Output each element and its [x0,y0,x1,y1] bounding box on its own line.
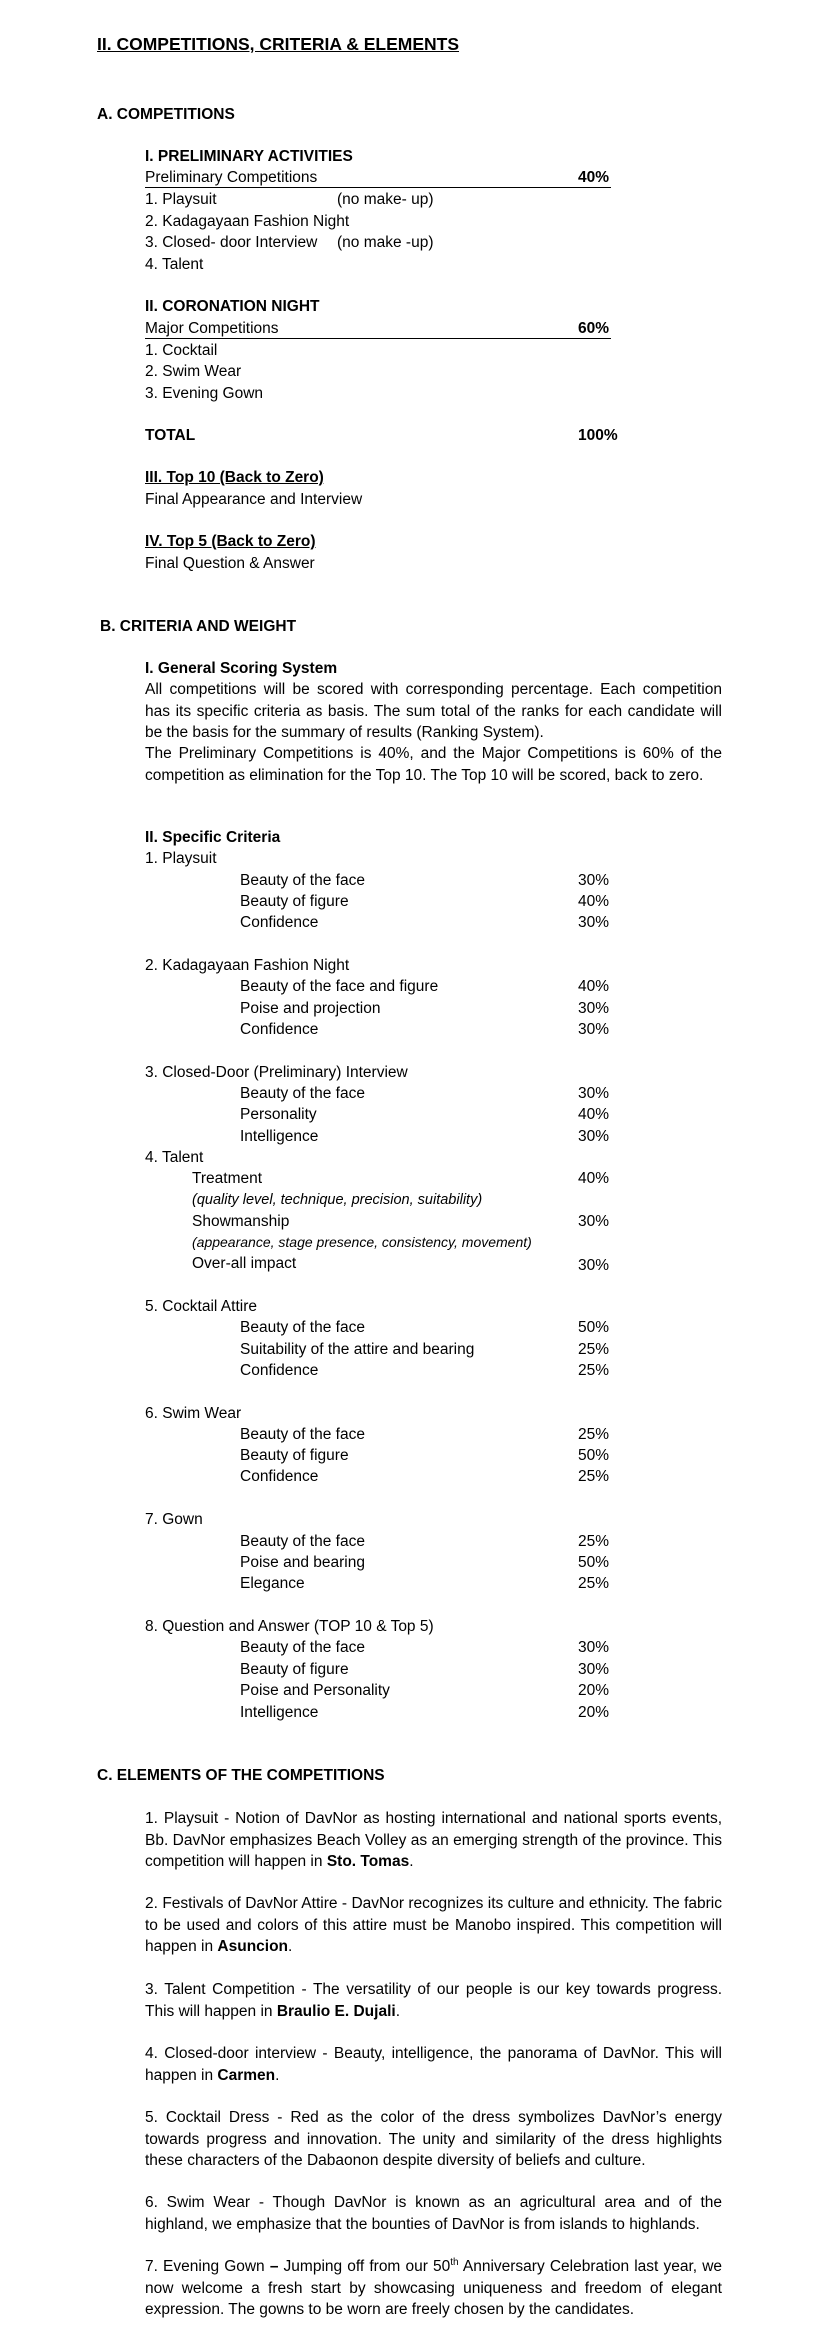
criterion-percent: 30% [578,1128,610,1145]
element-text: 4. Closed-door interview - Beauty, intelligence, the panorama of DavNor. This will happen in [145,2045,722,2084]
coronation-item: 1. Cocktail [145,342,218,359]
criterion-note: (appearance, stage presence, consistency, movement) [192,1234,532,1250]
general-scoring-paragraph-1: All competitions will be scored with corresponding percentage. Each competition has its specific criteria as basis. The sum total of the ranks for each candidate will be the basis for the summary of results (Ranking System). [145,681,722,741]
preliminary-item: 4. Talent [145,256,204,273]
criterion-percent: 40% [578,978,610,995]
general-scoring-paragraph-2: The Preliminary Competitions is 40%, and the Major Competitions is 60% of the competition as elimination for the Top 10. The Top 10 will be scored, back to zero. [145,745,722,784]
top10-text: Final Appearance and Interview [145,491,363,508]
element-location: Carmen [217,2066,276,2084]
criterion-name: Beauty of the face [240,1639,365,1656]
criterion-percent: 30% [578,872,610,889]
element-paragraph [145,2107,722,2172]
preliminary-underline [145,187,611,188]
criterion-percent: 40% [578,1170,610,1187]
criterion-name: Suitability of the attire and bearing [240,1341,475,1358]
criterion-name: Beauty of figure [240,1661,349,1678]
element-end: . [409,1853,414,1870]
criterion-percent: 50% [578,1447,610,1464]
coronation-sub-percent: 60% [578,320,610,337]
criterion-percent: 25% [578,1362,610,1379]
criterion-name: Beauty of the face [240,872,365,889]
criterion-name: Confidence [240,914,319,931]
top5-text: Final Question & Answer [145,555,315,572]
criterion-percent: 25% [578,1341,610,1358]
section-b-heading: B. CRITERIA AND WEIGHT [100,618,297,635]
criterion-percent: 25% [578,1575,610,1592]
element-paragraph [145,2043,722,2086]
criterion-percent: 30% [578,1213,610,1230]
criterion-percent: 30% [578,1639,610,1656]
criteria-group-title: 3. Closed-Door (Preliminary) Interview [145,1064,408,1081]
criterion-percent: 30% [578,1085,610,1102]
criterion-name: Beauty of the face [240,1319,365,1336]
section-c-heading: C. ELEMENTS OF THE COMPETITIONS [97,1767,385,1784]
element-text: 5. Cocktail Dress - Red as the color of the dress symbolizes DavNor’s energy towards progress and innovation. The unity and similarity of the dress highlights these characters of the Dabaonon despite diversity of beliefs and culture. [145,2109,722,2169]
criterion-name: Beauty of the face [240,1085,365,1102]
element-paragraph [145,1979,722,2022]
page-title: II. COMPETITIONS, CRITERIA & ELEMENTS [97,34,460,54]
preliminary-item: 1. Playsuit [145,191,217,208]
criterion-name: Intelligence [240,1128,319,1145]
element-text: Jumping off from our 50 [278,2258,451,2275]
element-paragraph [145,2256,722,2321]
criterion-percent: 25% [578,1468,610,1485]
criteria-group-title: 4. Talent [145,1149,204,1166]
criterion-name: Poise and projection [240,1000,381,1017]
criterion-percent: 50% [578,1554,610,1571]
criterion-name: Beauty of the face and figure [240,978,439,995]
element-text: 3. Talent Competition - The versatility of our people is our key towards progress. This will happen in [145,1981,722,2020]
specific-criteria-heading: II. Specific Criteria [145,829,281,846]
element-paragraph [145,1893,722,1958]
criterion-name: Intelligence [240,1704,319,1721]
criteria-group-title: 6. Swim Wear [145,1405,242,1422]
criteria-group-title: 1. Playsuit [145,850,217,867]
criterion-percent: 50% [578,1319,610,1336]
element-location: Asuncion [217,1938,289,1955]
element-end: . [395,2002,400,2020]
top10-heading: III. Top 10 (Back to Zero) [145,469,324,486]
criterion-percent: 25% [578,1533,610,1550]
criterion-name: Beauty of the face [240,1426,365,1443]
criterion-percent: 40% [578,1106,610,1123]
element-text: 6. Swim Wear - Though DavNor is known as an agricultural area and of the highland, we emphasize that the bounties of DavNor is from islands to highlands. [145,2194,722,2233]
element-paragraph [145,1808,722,1873]
criterion-percent: 30% [578,1021,610,1038]
section-a-heading: A. COMPETITIONS [97,106,235,123]
criteria-group-title: 8. Question and Answer (TOP 10 & Top 5) [145,1618,434,1635]
coronation-underline [145,338,611,339]
element-end: . [275,2066,280,2084]
criterion-percent: 40% [578,893,610,910]
criterion-name: Showmanship [192,1213,290,1230]
criterion-note: (quality level, technique, precision, suitability) [192,1192,483,1208]
criterion-percent: 30% [578,1000,610,1017]
element-dash: – [269,2258,279,2275]
criterion-name: Beauty of the face [240,1533,365,1550]
top5-heading: IV. Top 5 (Back to Zero) [145,533,316,550]
element-end: . [288,1938,293,1955]
total-percent: 100% [578,427,618,444]
criteria-group-title: 2. Kadagayaan Fashion Night [145,957,350,974]
criterion-name: Confidence [240,1468,319,1485]
element-text: 7. Evening Gown [145,2258,270,2275]
criterion-name: Poise and Personality [240,1682,390,1699]
element-location: Braulio E. Dujali [276,2002,396,2020]
coronation-sub-label: Major Competitions [145,320,279,337]
criterion-name: Beauty of figure [240,893,349,910]
criteria-group-title: 5. Cocktail Attire [145,1298,257,1315]
preliminary-item-note: (no make -up) [337,234,434,251]
criterion-name: Confidence [240,1021,319,1038]
criterion-name: Confidence [240,1362,319,1379]
superscript: th [450,2256,459,2268]
criterion-name: Poise and bearing [240,1554,365,1571]
preliminary-sub-label: Preliminary Competitions [145,169,318,186]
preliminary-item-note: (no make- up) [337,191,434,208]
element-location: Sto. Tomas [326,1853,410,1870]
total-label: TOTAL [145,427,196,444]
general-scoring-heading: I. General Scoring System [145,660,338,677]
criterion-name: Elegance [240,1575,305,1592]
criterion-name: Beauty of figure [240,1447,349,1464]
preliminary-heading: I. PRELIMINARY ACTIVITIES [145,148,353,165]
criterion-percent: 25% [578,1426,610,1443]
coronation-item: 2. Swim Wear [145,363,242,380]
element-text: 2. Festivals of DavNor Attire - DavNor recognizes its culture and ethnicity. The fabric to be used and colors of this attire must be Manobo inspired. This competition will happen in [145,1895,722,1955]
criterion-name: Over-all impact [192,1255,297,1272]
preliminary-item: 3. Closed- door Interview [145,234,318,251]
criterion-percent: 20% [578,1704,610,1721]
coronation-heading: II. CORONATION NIGHT [145,298,320,315]
element-text: 1. Playsuit - Notion of DavNor as hosting international and national sports events, Bb. DavNor emphasizes Beach Volley as an emerging strength of the province. This competition will happen in [145,1810,722,1870]
element-text: Anniversary Celebration last year, we now welcome a fresh start by showcasing uniqueness and freedom of elegant expression. The gowns to be worn are freely chosen by the candidates. [145,2258,723,2318]
coronation-item: 3. Evening Gown [145,385,264,402]
criterion-name: Treatment [192,1170,263,1187]
criterion-percent: 20% [578,1682,610,1699]
element-paragraph [145,2192,722,2235]
criteria-group-title: 7. Gown [145,1511,203,1528]
preliminary-item: 2. Kadagayaan Fashion Night [145,213,350,230]
preliminary-sub-percent: 40% [578,169,610,186]
criterion-percent: 30% [578,914,610,931]
criterion-percent: 30% [578,1661,610,1678]
criterion-percent: 30% [578,1257,610,1274]
criterion-name: Personality [240,1106,317,1123]
